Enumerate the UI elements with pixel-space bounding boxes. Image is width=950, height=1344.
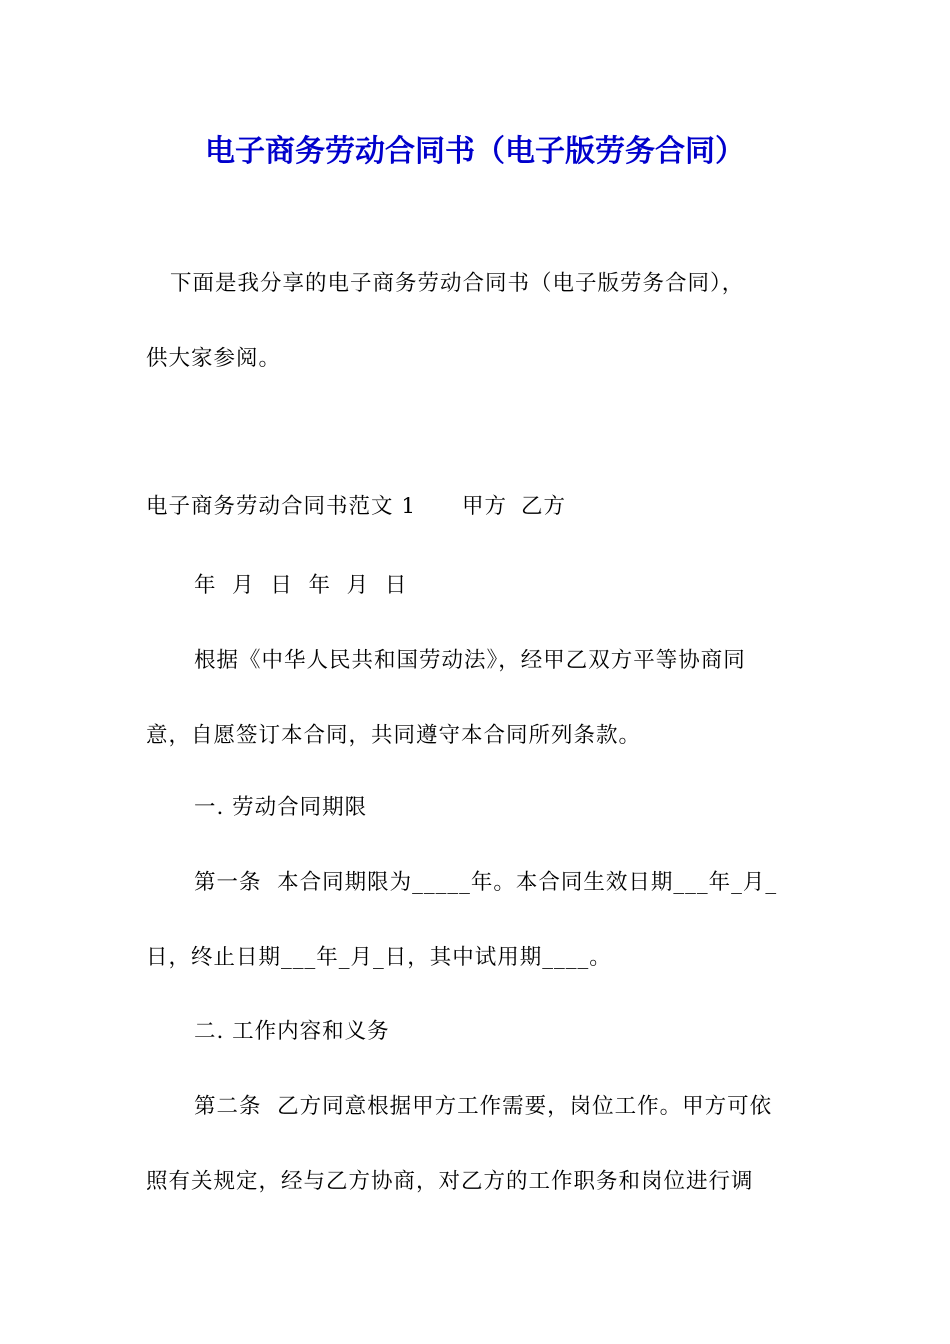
article-1-line-2: 日，终止日期___年_月_日，其中试用期____。 [146,945,612,970]
section-1-heading: 一. 劳动合同期限 [194,795,368,820]
section-2-heading: 二. 工作内容和义务 [194,1019,390,1044]
party-a-label: 甲方 [462,494,508,519]
sample-heading: 电子商务劳动合同书范文 1 [146,494,417,519]
article-2-line-2: 照有关规定，经与乙方协商，对乙方的工作职务和岗位进行调 [146,1169,754,1194]
intro-line-1: 下面是我分享的电子商务劳动合同书（电子版劳务合同）， [170,271,745,296]
paragraph-1-line-1: 根据《中华人民共和国劳动法》，经甲乙双方平等协商同 [194,648,746,673]
article-1-line-1: 第一条 本合同期限为_____年。本合同生效日期___年_月_ [194,870,778,895]
sample-heading-row [146,491,566,523]
party-b-label: 乙方 [521,494,567,519]
date-line: 年 月 日 年 月 日 [194,573,408,598]
article-2-line-1: 第二条 乙方同意根据甲方工作需要，岗位工作。甲方可依 [194,1094,773,1119]
paragraph-1-line-2: 意，自愿签订本合同，共同遵守本合同所列条款。 [146,723,642,748]
intro-line-2: 供大家参阅。 [146,346,282,371]
document-title: 电子商务劳动合同书（电子版劳务合同） [205,134,745,169]
